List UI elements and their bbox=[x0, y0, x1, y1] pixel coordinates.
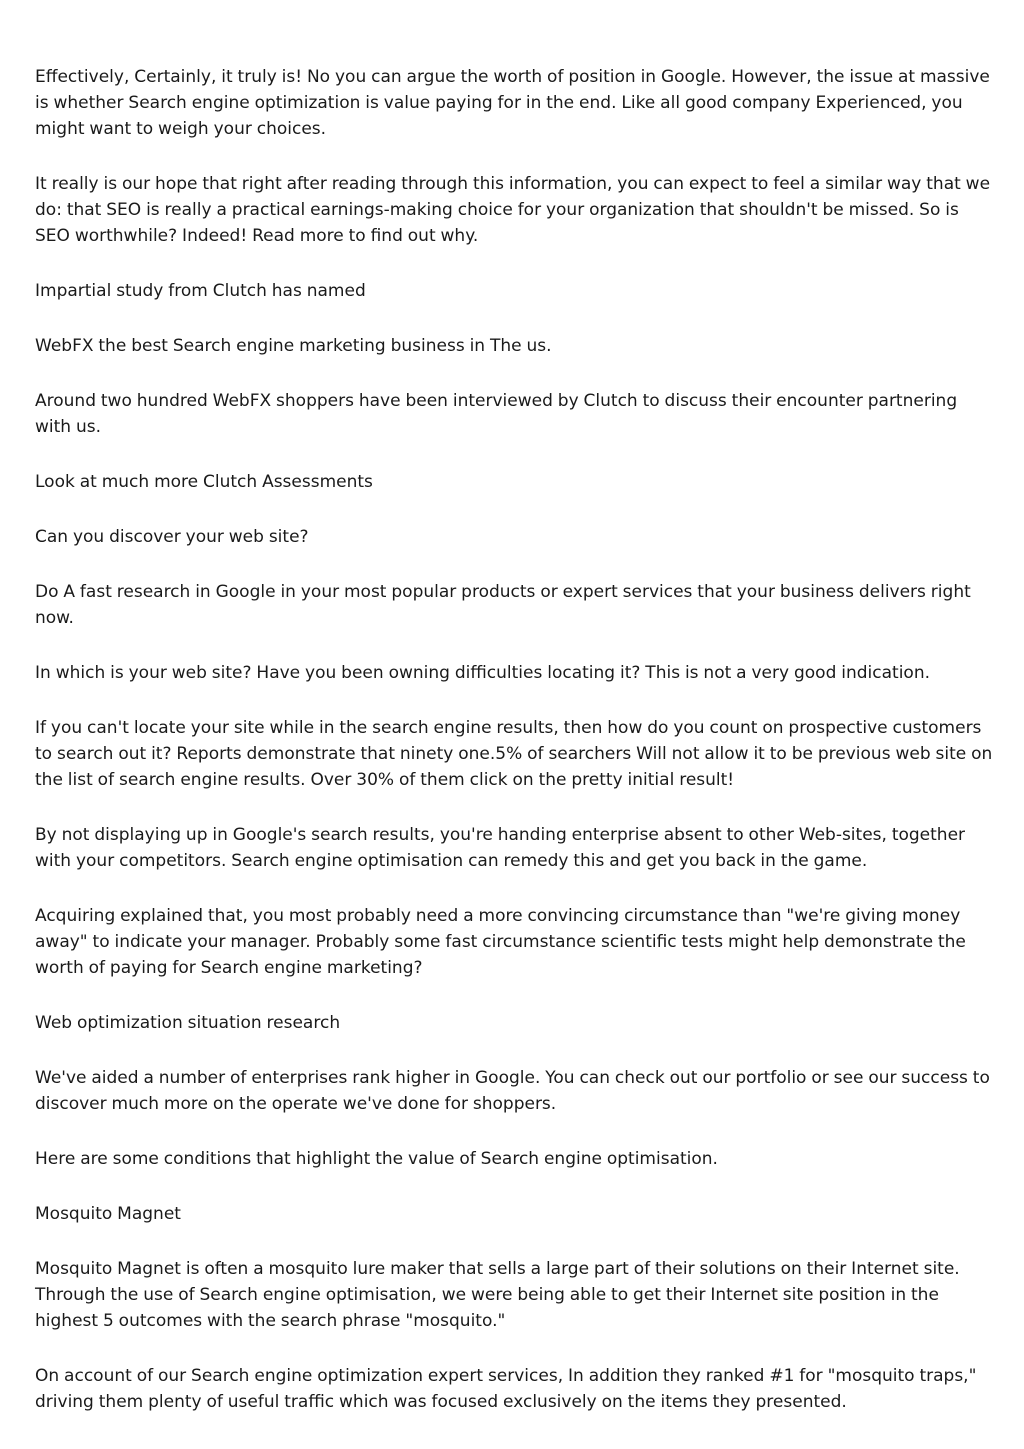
paragraph-fast-research: Do A fast research in Google in your most popular products or expert services that your business delivers right now. bbox=[35, 582, 971, 628]
paragraph-clutch-interviews: Around two hundred WebFX shoppers have been interviewed by Clutch to discuss their encounter partnering with us. bbox=[35, 391, 958, 437]
paragraph-hope: It really is our hope that right after reading through this information, you can expect to feel a similar way that we do: that SEO is really a practical earnings-making choice for your organization that shouldn't be missed. So is SEO worthwhile? Indeed! Read more to find out why. bbox=[35, 174, 991, 246]
paragraph-discover-site: Can you discover your web site? bbox=[35, 527, 309, 547]
paragraph-case-research-heading: Web optimization situation research bbox=[35, 1013, 341, 1033]
paragraph-aided-enterprises: We've aided a number of enterprises rank higher in Google. You can check out our portfolio or see our success to discover much more on the operate we've done for shoppers. bbox=[35, 1068, 990, 1114]
paragraph-convincing: Acquiring explained that, you most probably need a more convincing circumstance than "we're giving money away" to indicate your manager. Probably some fast circumstance scientific tests might help demonstrate the worth of paying for Search engine marketing? bbox=[35, 906, 966, 978]
paragraph-conditions: Here are some conditions that highlight the value of Search engine optimisation. bbox=[35, 1149, 718, 1169]
paragraph-mosquito-description: Mosquito Magnet is often a mosquito lure maker that sells a large part of their solutions on their Internet site. Through the use of Search engine optimisation, we were being able to get their Internet site position in the highest 5 outcomes with the search phrase "mosquito." bbox=[35, 1259, 960, 1331]
paragraph-where-site: In which is your web site? Have you been owning difficulties locating it? This is not a very good indication. bbox=[35, 663, 931, 683]
paragraph-clutch-assessments: Look at much more Clutch Assessments bbox=[35, 472, 373, 492]
paragraph-clutch-study: Impartial study from Clutch has named bbox=[35, 281, 366, 301]
paragraph-mosquito-heading: Mosquito Magnet bbox=[35, 1204, 181, 1224]
paragraph-intro: Effectively, Certainly, it truly is! No you can argue the worth of position in Google. However, the issue at massive is whether Search engine optimization is value paying for in the end. Like all good company Experienced, you might want to weigh your choices. bbox=[35, 67, 990, 139]
document-page bbox=[35, 64, 993, 1444]
paragraph-locate-site: If you can't locate your site while in the search engine results, then how do you count on prospective customers to search out it? Reports demonstrate that ninety one.5% of searchers Will not allow it to be previous web site on the list of search engine results. Over 30% of them click on the pretty initial result! bbox=[35, 718, 993, 790]
paragraph-not-displaying: By not displaying up in Google's search results, you're handing enterprise absent to other Web-sites, together with your competitors. Search engine optimisation can remedy this and get you back in the game. bbox=[35, 825, 966, 871]
paragraph-mosquito-traps: On account of our Search engine optimization expert services, In addition they ranked #1 for "mosquito traps," driving them plenty of useful traffic which was focused exclusively on the items they presented. bbox=[35, 1366, 977, 1412]
paragraph-webfx-best: WebFX the best Search engine marketing business in The us. bbox=[35, 336, 552, 356]
